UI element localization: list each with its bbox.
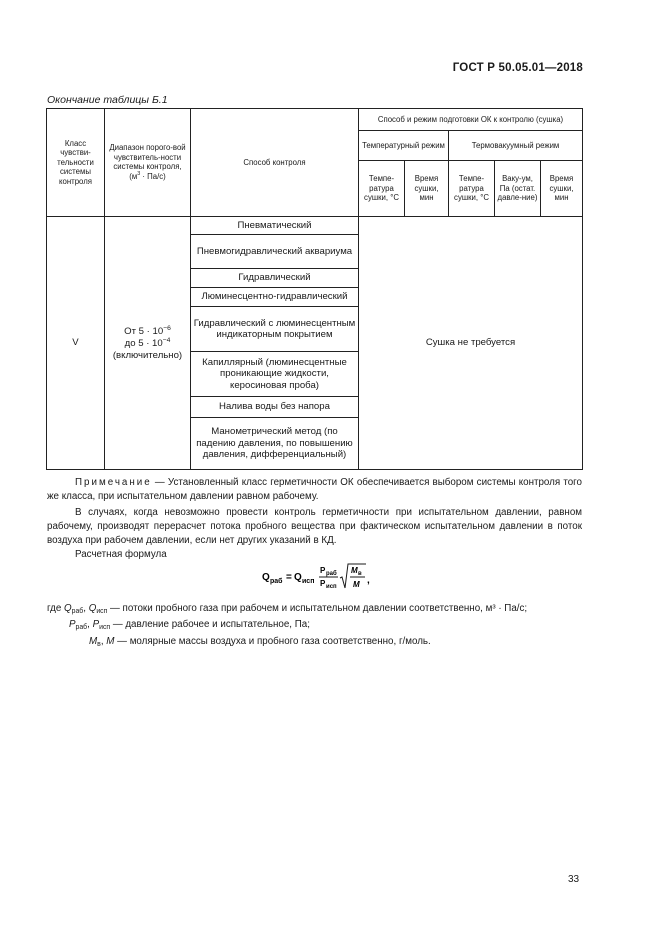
range-line1: От 5 · 10 [124,325,164,337]
header-temp-1: Темпе-ратура сушки, °C [359,161,405,217]
paragraph-formula-label: Расчетная формула [75,549,167,560]
header-time-2: Время сушки, мин [541,161,583,217]
sensitivity-table [46,108,583,470]
legend-p-test: P [92,619,100,630]
range-line2: до 5 · 10 [124,338,163,350]
formula [262,562,372,592]
header-time-1: Время сушки, мин [405,161,449,217]
formula-p-num-sub: раб [326,571,337,577]
formula-q-test: Q [294,572,302,583]
legend-text-3: — молярные массы воздуха и пробного газа соответственно, г/моль. [114,636,431,647]
formula-m-den: M [353,580,360,589]
legend-p-test-sub: исп [99,624,111,631]
formula-eq: = [286,572,292,583]
method-item: Пневматический [191,217,359,235]
note-text: — Установленный класс герметичности ОК обеспечивается выбором системы контроля того же класса, при испытательном давлении равном рабочему. [47,477,582,502]
method-item: Капиллярный (люминесцентные проникающие жидкости, керосиновая проба) [191,352,359,397]
formula-comma: , [367,575,370,586]
range-exp2: −4 [162,337,171,345]
formula-m-num-sub: в [358,571,362,577]
formula-p-den: P [320,579,326,588]
method-item: Люминесцентно-гидравлический [191,288,359,307]
method-item: Пневмогидравлический аквариума [191,235,359,269]
legend-m-air-sub: в [97,641,101,648]
legend-p-work-sub: раб [75,624,88,631]
formula-p-num: P [320,566,326,575]
header-thermovacuum-mode: Термовакуумный режим [449,131,583,161]
method-item: Манометрический метод (по падению давления, по повышению давления, дифференциальный) [191,418,359,470]
header-vacuum: Ваку-ум, Па (остат. давле-ние) [495,161,541,217]
header-preparation: Способ и режим подготовки ОК к контролю (сушка) [359,109,583,131]
note-paragraph [47,476,582,504]
method-item: Гидравлический [191,269,359,288]
range-exp1: −6 [163,324,171,332]
legend-text-1: — потоки пробного газа при рабочем и испытательном давлении соответственно, м³ · Па/с; [107,603,528,614]
header-range-text: Диапазон порого-вой чувствитель-ности системы контроля, $(м^3 \cdot Па/с)$ [109,143,186,182]
legend-line-2: $P_{раб}$, $P_{исп}$ — давление рабочее и испытательное, Па; [69,619,310,631]
class-value: V [47,217,105,470]
header-class: Класс чувстви-тельности системы контроля [47,109,105,217]
legend-q-test: Q [88,603,97,614]
note-label: Примечание [75,477,152,488]
legend-m-gas: M [106,636,115,647]
legend-p-work: P [69,619,76,630]
legend-q-work: Q [64,603,72,614]
legend-line-1: где $Q_{раб}$, $Q_{исп}$ — потоки пробного газа при рабочем и испытательном давлении соответственно, м³ · Па/с; [47,603,528,615]
paragraph-recalculation: В случаях, когда невозможно провести контроль герметичности при испытательном давлении, равном рабочему, производят перерасчет потока пробного вещества при фактическом испытательном давлении в поток воздуха при рабочем давлении, если нет других указаний в КД. [47,507,582,546]
table-caption: Окончание таблицы Б.1 [47,94,168,106]
page-number: 33 [568,874,580,885]
legend-m-air: M [89,636,98,647]
method-item: Налива воды без напора [191,397,359,418]
header-temp-2: Темпе-ратура сушки, °C [449,161,495,217]
formula-m-num: M [351,566,358,575]
header-temperature-mode: Температурный режим [359,131,449,161]
legend-text-2: — давление рабочее и испытательное, Па; [110,619,310,630]
formula-q-work: Q [262,572,270,583]
legend-line-3: $M_в$, M — молярные массы воздуха и пробного газа соответственно, г/моль. [89,636,431,648]
header-method: Способ контроля [191,109,359,217]
range-value [105,217,191,470]
formula-p-den-sub: исп [326,584,337,590]
legend-q-work-sub: раб [71,608,84,615]
range-line3: (включительно) [112,349,183,361]
legend-where: где [47,603,62,614]
formula-graphic [262,562,372,592]
document-code: ГОСТ Р 50.05.01—2018 [452,62,583,74]
header-range [105,109,191,217]
method-item: Гидравлический с люминесцентным индикаторным покрытием [191,307,359,352]
formula-q-test-sub: исп [302,578,315,585]
legend-q-test-sub: исп [96,608,108,615]
drying-note: Сушка не требуется [359,217,583,470]
formula-q-work-sub: раб [270,578,283,585]
